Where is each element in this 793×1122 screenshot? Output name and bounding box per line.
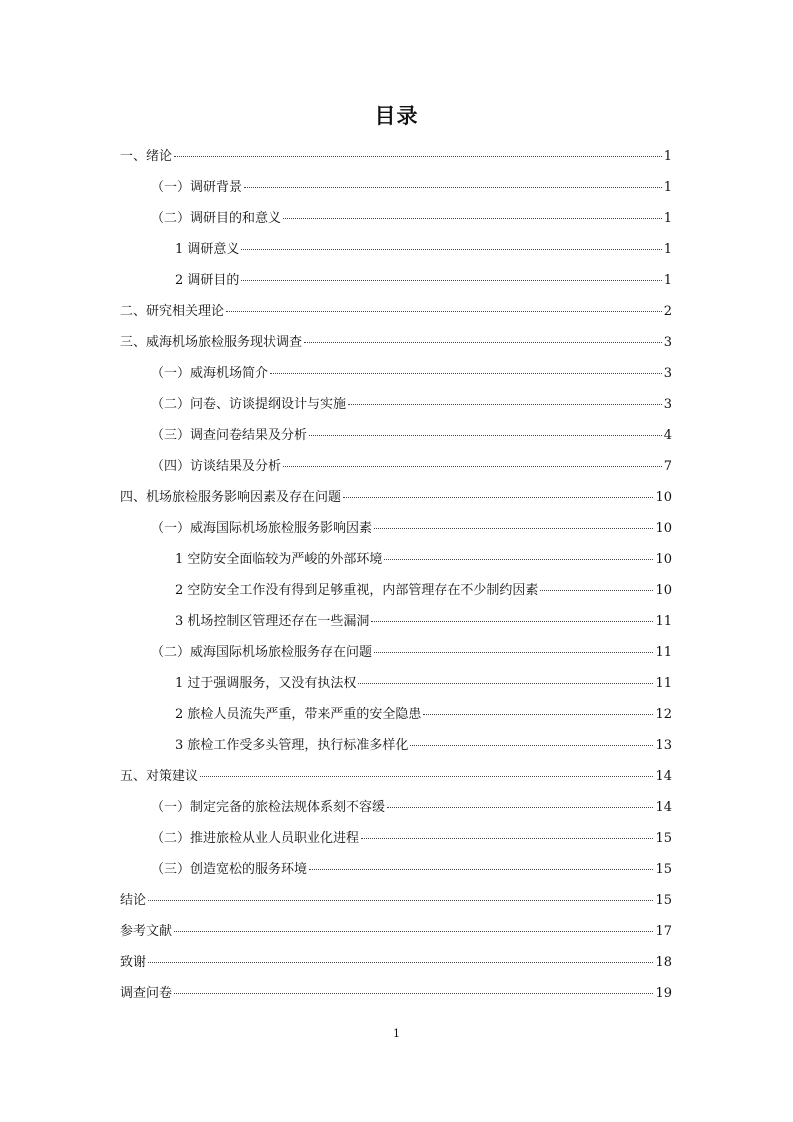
toc-entry-page: 18: [655, 955, 672, 970]
toc-entry-page: 1: [663, 211, 672, 226]
toc-entry-text: 调查问卷: [120, 986, 173, 1001]
toc-entry-page: 3: [663, 397, 672, 412]
toc-entry[interactable]: [120, 761, 672, 792]
toc-entry[interactable]: [120, 234, 672, 265]
page-number: 1: [393, 1027, 400, 1040]
toc-entry[interactable]: [120, 916, 672, 947]
toc-entry-page: 15: [655, 893, 672, 908]
toc-entry[interactable]: [120, 668, 672, 699]
toc-entry-page: 10: [655, 521, 672, 536]
toc-entry[interactable]: [120, 265, 672, 296]
toc-dot-leader: [387, 807, 653, 808]
toc-entry-page: 14: [655, 800, 672, 815]
toc-entry-text: （二）调研目的和意义: [151, 211, 282, 226]
toc-entry[interactable]: [120, 482, 672, 513]
toc-entry[interactable]: [120, 451, 672, 482]
toc-entry[interactable]: [120, 296, 672, 327]
toc-entry[interactable]: [120, 358, 672, 389]
toc-entry-page: 3: [663, 366, 672, 381]
toc-entry-page: 17: [655, 924, 672, 939]
toc-dot-leader: [540, 590, 653, 591]
toc-dot-leader: [358, 683, 653, 684]
toc-dot-leader: [283, 466, 662, 467]
toc-entry[interactable]: [120, 513, 672, 544]
toc-entry[interactable]: [120, 637, 672, 668]
toc-entry-page: 10: [655, 490, 672, 505]
toc-entry[interactable]: [120, 978, 672, 1009]
toc-entry-page: 11: [655, 676, 672, 691]
toc-dot-leader: [283, 218, 662, 219]
toc-entry-page: 11: [655, 645, 672, 660]
toc-entry[interactable]: [120, 730, 672, 761]
toc-entry-page: 15: [655, 831, 672, 846]
toc-entry-page: 2: [663, 304, 672, 319]
toc-dot-leader: [174, 156, 662, 157]
toc-entry-page: 12: [655, 707, 672, 722]
toc-entry[interactable]: [120, 947, 672, 978]
toc-entry-page: 1: [663, 180, 672, 195]
toc-entry[interactable]: [120, 327, 672, 358]
toc-entry-text: 1 空防安全面临较为严峻的外部环境: [175, 552, 383, 567]
toc-entry-text: 1 过于强调服务，又没有执法权: [175, 676, 357, 691]
toc-entry-page: 7: [663, 459, 672, 474]
toc-entry-text: 一、绪论: [120, 149, 173, 164]
toc-entry-text: 2 旅检人员流失严重，带来严重的安全隐患: [175, 707, 422, 722]
toc-entry-text: （三）调查问卷结果及分析: [151, 428, 308, 443]
toc-dot-leader: [304, 342, 662, 343]
toc-entry-text: （二）推进旅检从业人员职业化进程: [151, 831, 360, 846]
toc-entry-page: 10: [655, 583, 672, 598]
toc-entry[interactable]: [120, 575, 672, 606]
toc-dot-leader: [374, 528, 653, 529]
toc-entry-text: （一）制定完备的旅检法规体系刻不容缓: [151, 800, 386, 815]
toc-entry-page: 14: [655, 769, 672, 784]
toc-entry-text: 1 调研意义: [175, 242, 240, 257]
toc-entry-text: 五、对策建议: [120, 769, 199, 784]
toc-entry-text: 3 旅检工作受多头管理，执行标准多样化: [175, 738, 409, 753]
toc-entry[interactable]: [120, 823, 672, 854]
toc-entry-text: （一）调研背景: [151, 180, 243, 195]
toc-dot-leader: [309, 869, 653, 870]
toc-entry-page: 3: [663, 335, 672, 350]
toc-entry-text: 参考文献: [120, 924, 173, 939]
toc-dot-leader: [371, 621, 653, 622]
toc-dot-leader: [174, 931, 653, 932]
toc-entry-page: 13: [655, 738, 672, 753]
toc-entry[interactable]: [120, 420, 672, 451]
toc-entry-text: 结论: [120, 893, 147, 908]
toc-entry-text: 3 机场控制区管理还存在一些漏洞: [175, 614, 370, 629]
toc-entry-text: 三、威海机场旅检服务现状调查: [120, 335, 303, 350]
toc-entry-page: 1: [663, 149, 672, 164]
toc-entry-page: 15: [655, 862, 672, 877]
toc-entry-page: 1: [663, 242, 672, 257]
toc-entry-page: 10: [655, 552, 672, 567]
toc-dot-leader: [270, 373, 662, 374]
toc-dot-leader: [410, 745, 653, 746]
toc-entry-text: 2 空防安全工作没有得到足够重视，内部管理存在不少制约因素: [175, 583, 539, 598]
toc-dot-leader: [343, 497, 653, 498]
toc-dot-leader: [309, 435, 662, 436]
toc-dot-leader: [361, 838, 653, 839]
toc-entry-text: （二）威海国际机场旅检服务存在问题: [151, 645, 373, 660]
toc-entry-text: （一）威海机场简介: [151, 366, 269, 381]
toc-title: 目录: [374, 103, 419, 128]
toc-dot-leader: [241, 280, 661, 281]
toc-entry-text: （一）威海国际机场旅检服务影响因素: [151, 521, 373, 536]
toc-dot-leader: [148, 962, 653, 963]
toc-entry[interactable]: [120, 885, 672, 916]
toc-entry[interactable]: [120, 141, 672, 172]
toc-entry-text: （三）创造宽松的服务环境: [151, 862, 308, 877]
toc-dot-leader: [174, 993, 653, 994]
toc-entry-text: 四、机场旅检服务影响因素及存在问题: [120, 490, 342, 505]
toc-entry-text: 致谢: [120, 955, 147, 970]
toc-entry-page: 11: [655, 614, 672, 629]
toc-dot-leader: [241, 249, 661, 250]
toc-entry[interactable]: [120, 203, 672, 234]
toc-entry[interactable]: [120, 854, 672, 885]
toc-entry-page: 1: [663, 273, 672, 288]
toc-dot-leader: [200, 776, 653, 777]
toc-dot-leader: [226, 311, 662, 312]
toc-dot-leader: [148, 900, 653, 901]
toc-dot-leader: [423, 714, 653, 715]
table-of-contents: [120, 141, 672, 1009]
toc-entry-text: （四）访谈结果及分析: [151, 459, 282, 474]
toc-entry-text: 二、研究相关理论: [120, 304, 225, 319]
toc-dot-leader: [374, 652, 653, 653]
toc-entry-text: （二）问卷、访谈提纲设计与实施: [151, 397, 347, 412]
toc-entry[interactable]: [120, 792, 672, 823]
toc-entry-text: 2 调研目的: [175, 273, 240, 288]
toc-entry[interactable]: [120, 699, 672, 730]
toc-dot-leader: [384, 559, 653, 560]
toc-dot-leader: [348, 404, 662, 405]
toc-entry-page: 4: [663, 428, 672, 443]
toc-entry[interactable]: [120, 172, 672, 203]
toc-entry-page: 19: [655, 986, 672, 1001]
toc-dot-leader: [244, 187, 662, 188]
toc-entry[interactable]: [120, 544, 672, 575]
toc-entry[interactable]: [120, 606, 672, 637]
toc-entry[interactable]: [120, 389, 672, 420]
